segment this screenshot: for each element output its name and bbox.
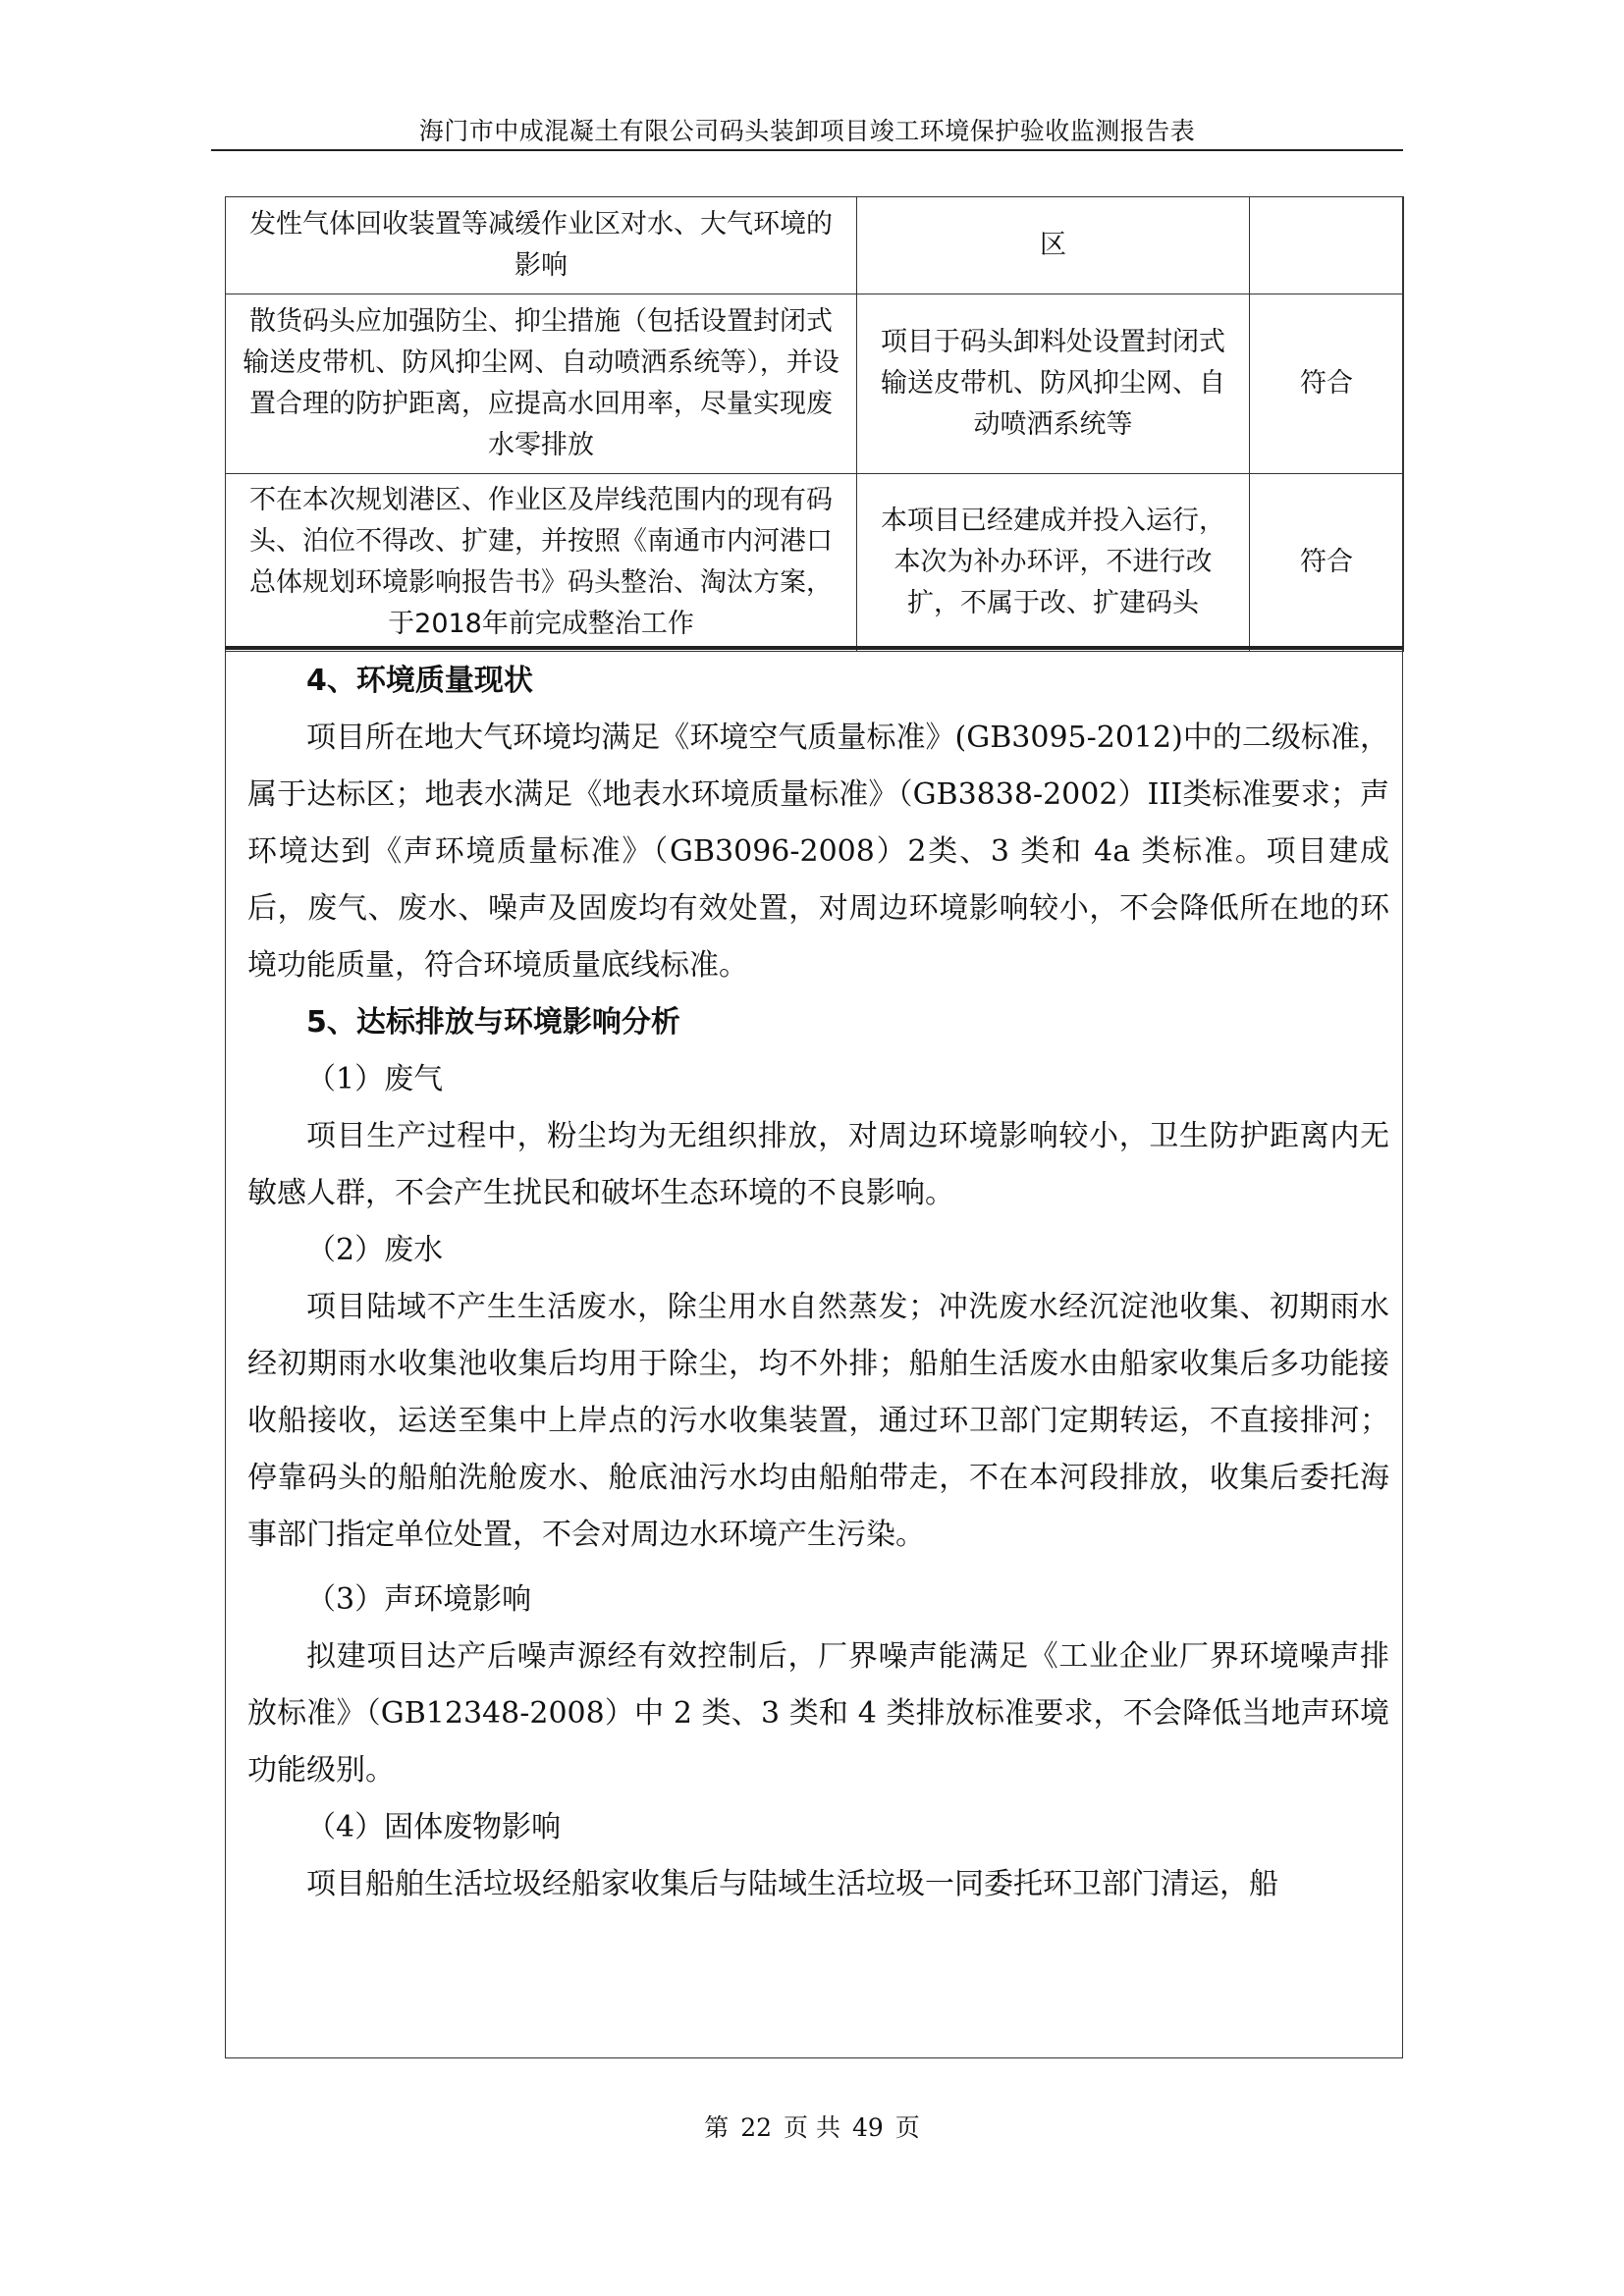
- conclusion-cell: [1250, 197, 1404, 294]
- section-5-heading: 5、达标排放与环境影响分析: [306, 1005, 680, 1040]
- solid-waste-paragraph: 项目船舶生活垃圾经船家收集后与陆域生活垃圾一同委托环卫部门清运，船: [306, 1867, 1278, 1901]
- page-header-title: 海门市中成混凝土有限公司码头装卸项目竣工环境保护验收监测报告表: [418, 117, 1196, 145]
- table-bottom-rule: [225, 646, 1403, 650]
- requirement-cell: 发性气体回收装置等减缓作业区对水、大气环境的影响: [226, 197, 857, 294]
- implementation-cell: 本项目已经建成并投入运行，本次为补办环评，不进行改扩，不属于改、扩建码头: [857, 474, 1250, 652]
- footer-suffix: 页: [894, 2113, 920, 2142]
- report-body: [247, 653, 1389, 1913]
- table-row: [226, 474, 1404, 652]
- implementation-cell: 项目于码头卸料处设置封闭式输送皮带机、防风抑尘网、自动喷洒系统等: [857, 294, 1250, 474]
- page-number: 22: [740, 2113, 773, 2142]
- subsection-noise-heading: （3）声环境影响: [306, 1582, 532, 1617]
- noise-paragraph: 拟建项目达产后噪声源经有效控制后，厂界噪声能满足《工业企业厂界环境噪声排放标准》（GB12348-2008）中 2 类、3 类和 4 类排放标准要求，不会降低当地声环境功能级别。: [247, 1639, 1389, 1788]
- subsection-solid-waste-heading: （4）固体废物影响: [306, 1810, 562, 1844]
- page-footer: [0, 2109, 1624, 2144]
- requirement-cell: 散货码头应加强防尘、抑尘措施（包括设置封闭式输送皮带机、防风抑尘网、自动喷洒系统等），并设置合理的防护距离，应提高水回用率，尽量实现废水零排放: [226, 294, 857, 474]
- footer-mid: 页 共: [784, 2113, 840, 2142]
- implementation-cell: 区: [857, 197, 1250, 294]
- table-row: [226, 197, 1404, 294]
- subsection-waste-gas-heading: （1）废气: [306, 1062, 444, 1096]
- total-pages: 49: [851, 2113, 884, 2142]
- footer-prefix: 第: [704, 2113, 730, 2142]
- header-rule: [211, 149, 1403, 151]
- table-row: [226, 294, 1404, 474]
- compliance-table: [225, 196, 1404, 652]
- conclusion-cell: 符合: [1250, 294, 1404, 474]
- subsection-waste-water-heading: （2）废水: [306, 1233, 444, 1267]
- waste-gas-paragraph: 项目生产过程中，粉尘均为无组织排放，对周边环境影响较小，卫生防护距离内无敏感人群，不会产生扰民和破坏生态环境的不良影响。: [247, 1119, 1389, 1210]
- requirement-cell: 不在本次规划港区、作业区及岸线范围内的现有码头、泊位不得改、扩建，并按照《南通市内河港口总体规划环境影响报告书》码头整治、淘汰方案，于2018年前完成整治工作: [226, 474, 857, 652]
- section-4-heading: 4、环境质量现状: [306, 664, 533, 698]
- section-4-paragraph: 项目所在地大气环境均满足《环境空气质量标准》(GB3095-2012)中的二级标准，属于达标区；地表水满足《地表水环境质量标准》（GB3838-2002）III类标准要求；声环境达到《声环境质量标准》（GB3096-2008）2类、3 类和 4a 类标准。项目建成后，废气、废水、噪声及固废均有效处置，对周边环境影响较小，不会降低所在地的环境功能质量，符合环境质量底线标准。: [247, 721, 1389, 983]
- waste-water-paragraph: 项目陆域不产生生活废水，除尘用水自然蒸发；冲洗废水经沉淀池收集、初期雨水经初期雨水收集池收集后均用于除尘，均不外排；船舶生活废水由船家收集后多功能接收船接收，运送至集中上岸点的污水收集装置，通过环卫部门定期转运，不直接排河；停靠码头的船舶洗舱废水、舱底油污水均由船舶带走，不在本河段排放，收集后委托海事部门指定单位处置，不会对周边水环境产生污染。: [247, 1290, 1389, 1552]
- conclusion-cell: 符合: [1250, 474, 1404, 652]
